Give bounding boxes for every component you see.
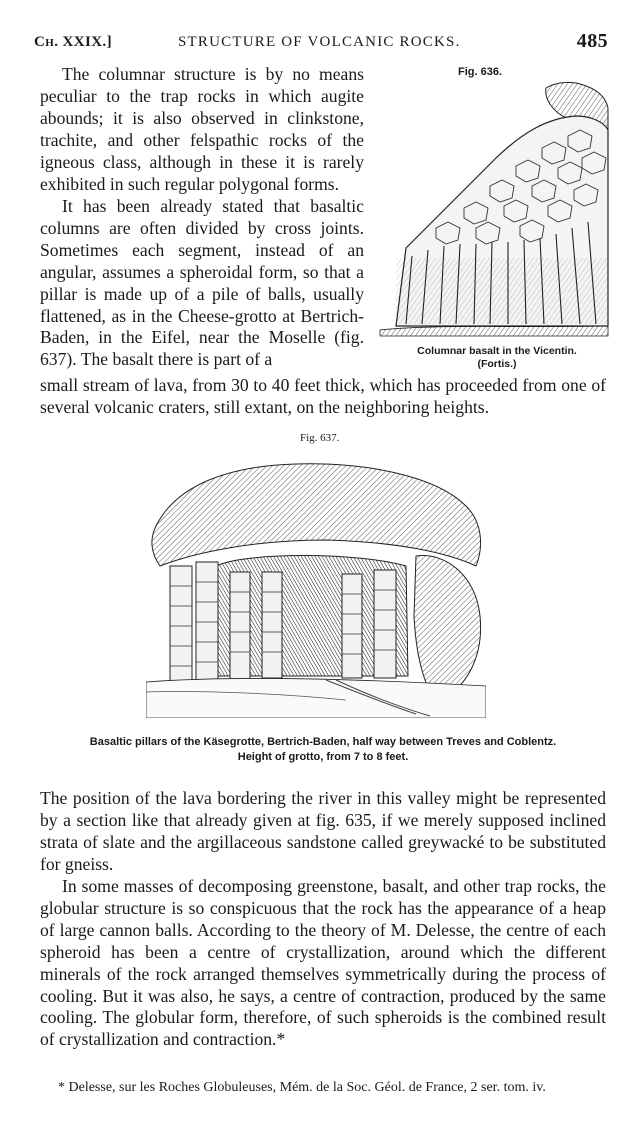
figure-636-illustration (376, 78, 610, 340)
page-number: 485 (576, 30, 608, 52)
paragraph-cross-joints-continued: small stream of lava, from 30 to 40 feet thick, which has proceeded from one of several volcanic craters, still extant, on the neighboring heights. (40, 375, 606, 417)
figure-637-label: Fig. 637. (300, 432, 340, 444)
figure-637-illustration (146, 456, 486, 718)
paragraph-globular-structure: In some masses of decomposing greenstone, basalt, and other trap rocks, the globular structure is so conspicuous that the rock has the appearance of a heap of large cannon balls. According to the theory of M. Delesse, the centre of each spheroid has been a centre of crystallization, around which the different minerals of the rock arranged themselves symmetrically during the process of cooling. But it was also, he says, a centre of contraction, produced by the same cooling. The globular form, therefore, of such spheroids is the combined result of crystallization and contraction.* (40, 876, 606, 1050)
paragraph-cross-joints: It has been already stated that basaltic columns are often divided by cross joints. Sometimes each segment, instead of an angular, assumes a spheroidal form, so that a pillar is made up of a pile of balls, usually flattened, as in the Cheese-grotto at Bertrich-Baden, in the Eifel, near the Moselle (fig. 637). The basalt there is part of a (40, 196, 364, 370)
kasegrotto-engraving (146, 456, 486, 718)
footnote: * Delesse, sur les Roches Globuleuses, Mém. de la Soc. Géol. de France, 2 ser. tom. iv. (58, 1080, 546, 1095)
figure-637-caption (40, 735, 606, 765)
running-title: STRUCTURE OF VOLCANIC ROCKS. (178, 34, 461, 50)
figure-636-caption-line2: (Fortis.) (477, 358, 517, 370)
paragraph-lava-position: The position of the lava bordering the river in this valley might be represented by a section like that already given at fig. 635, if we merely supposed inclined strata of slate and the argillaceous sandstone called greywacké to be substituted for gneiss. (40, 788, 606, 874)
paragraph-columnar-structure: The columnar structure is by no means peculiar to the trap rocks in which augite abounds; it is also observed in clinkstone, trachite, and other felspathic rocks of the igneous class, although in these it is rarely exhibited in such regular polygonal forms. (40, 64, 364, 194)
figure-636-label: Fig. 636. (458, 66, 503, 78)
columnar-basalt-engraving (376, 78, 610, 340)
figure-636-caption (382, 345, 612, 371)
figure-637-caption-line2: Height of grotto, from 7 to 8 feet. (237, 751, 409, 763)
figure-636-caption-line1: Columnar basalt in the Vicentin. (417, 345, 577, 357)
figure-637-caption-line1: Basaltic pillars of the Käsegrotte, Bertrich-Baden, half way between Treves and Coblentz. (89, 736, 557, 748)
chapter-label: Ch. XXIX.] (34, 34, 112, 50)
running-header (28, 30, 608, 56)
